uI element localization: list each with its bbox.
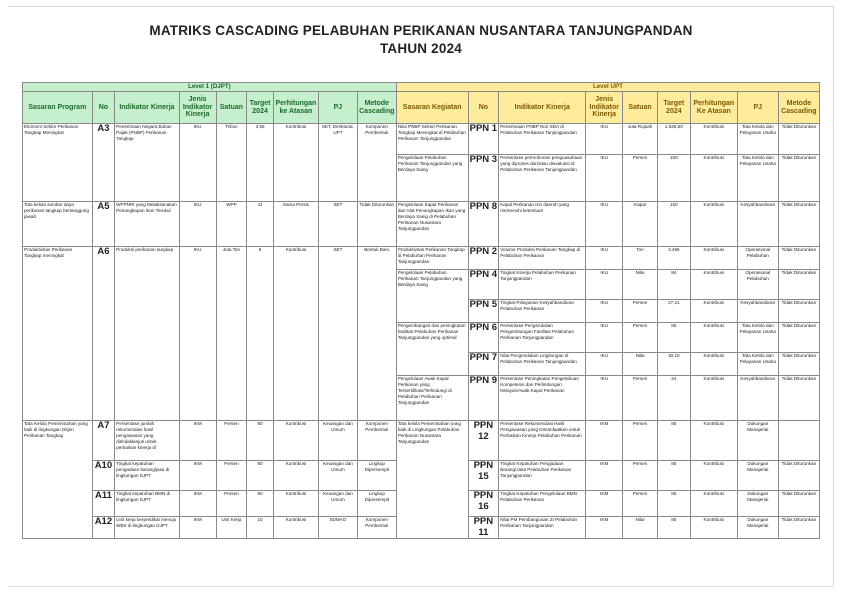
- sasaran-kegiatan: Produktivitas Perikanan Tangkap di Pelabuhan Perikanan Tanjungpandan: [396, 247, 468, 270]
- upt-indicator-no: PPN 1: [468, 124, 499, 155]
- upt-pic: Operasional Pelabuhan: [737, 270, 778, 300]
- program-method: Komponen Pembentuk: [357, 124, 396, 202]
- upt-unit: Nilai: [623, 353, 658, 376]
- upt-method: Tidak Diturunkan: [778, 300, 819, 323]
- program-pic: Keuangan dan Umum: [318, 461, 357, 491]
- upt-unit: Persen: [623, 491, 658, 517]
- upt-pic: Kesyahbandaran: [737, 202, 778, 247]
- upt-calculation: Kontribusi: [690, 517, 737, 539]
- upt-unit: Persen: [623, 323, 658, 353]
- program-indicator: Unit kerja berpredikat menuju WBK di lingkungan DJPT: [115, 517, 180, 539]
- upt-indicator: Nilai PM Pembangunan ZI Pelabuhan Perikanan Tanjungpandan: [499, 517, 586, 539]
- upt-target: 1.635,60: [657, 124, 690, 155]
- upt-target: 80: [657, 421, 690, 461]
- program-unit: WPP: [216, 202, 247, 247]
- upt-unit: Nilai: [623, 517, 658, 539]
- sasaran-program: Tata Kelola Pemerintahan yang baik di lingkungan Ditjen Perikanan Tangkap: [23, 421, 93, 539]
- upt-method: Tidak Diturunkan: [778, 491, 819, 517]
- upt-unit: Juta Rupiah: [623, 124, 658, 155]
- upt-indicator-no: PPN 11: [468, 517, 499, 539]
- upt-unit: Kapal: [623, 202, 658, 247]
- upt-indicator-no: PPN 2: [468, 247, 499, 270]
- upt-calculation: Kontribusi: [690, 353, 737, 376]
- column-header-level1: PJ: [318, 92, 357, 124]
- column-header-upt: Jenis Indikator Kinerja: [586, 92, 623, 124]
- upt-method: Tidak Diturunkan: [778, 376, 819, 421]
- program-indicator: Tingkat kepatuhan BMN di lingkungan DJPT: [115, 491, 180, 517]
- program-calculation: Kontribusi: [273, 124, 318, 202]
- sasaran-program: Produktivitas Perikanan Tangkap meningkat: [23, 247, 93, 421]
- program-indicator: WPPNRI yang Melaksanakan Penangkapan Ikan Terukur: [115, 202, 180, 247]
- table-row: [23, 202, 820, 247]
- upt-method: Tidak Diturunkan: [778, 353, 819, 376]
- column-header-upt: Metode Cascading: [778, 92, 819, 124]
- upt-indicator-no: PPN 6: [468, 323, 499, 353]
- upt-calculation: Kontribusi: [690, 202, 737, 247]
- program-indicator: Persentase jumlah rekomendasi hasil pengawasan yang ditindaklanjuti untuk perbaikan kinerja di: [115, 421, 180, 461]
- upt-indicator: Nilai Pengendalian Lingkungan di Pelabuhan Perikanan Tanjungpandan: [499, 353, 586, 376]
- upt-indicator: Penerimaan PNBP Non SDA di Pelabuhan Perikanan Tanjungpandan: [499, 124, 586, 155]
- upt-target: 84: [657, 270, 690, 300]
- upt-method: Tidak Diturunkan: [778, 202, 819, 247]
- level1-header: Level 1 (DJPT): [23, 83, 397, 92]
- upt-pic: Kesyahbandaran: [737, 376, 778, 421]
- upt-method: Tidak Diturunkan: [778, 124, 819, 155]
- upt-method: Tidak Diturunkan: [778, 247, 819, 270]
- upt-calculation: Kontribusi: [690, 491, 737, 517]
- upt-type: IKU: [586, 323, 623, 353]
- program-method: Tidak Diturunkan: [357, 202, 396, 247]
- sasaran-program: Ekonomi Sektor Perikanan Tangkap Meningkat: [23, 124, 93, 202]
- upt-indicator-no: PPN 9: [468, 376, 499, 421]
- program-pic: Keuangan dan Umum: [318, 491, 357, 517]
- upt-type: IKM: [586, 491, 623, 517]
- program-pic: SET: [318, 202, 357, 247]
- program-method: Lingkup Dipersempit: [357, 491, 396, 517]
- program-unit: Persen: [216, 491, 247, 517]
- column-header-upt: Perhitungan Ke Atasan: [690, 92, 737, 124]
- upt-type: IKU: [586, 300, 623, 323]
- upt-type: IKU: [586, 124, 623, 155]
- program-indicator-no: A7: [92, 421, 115, 461]
- column-header-level1: Perhitungan ke Atasan: [273, 92, 318, 124]
- program-target: 80: [247, 461, 274, 491]
- program-target: 11: [247, 202, 274, 247]
- upt-type: IKM: [586, 461, 623, 491]
- program-pic: Keuangan dan Umum: [318, 421, 357, 461]
- program-indicator: Produksi perikanan tangkap: [115, 247, 180, 421]
- upt-indicator-no: PPN 8: [468, 202, 499, 247]
- program-pic: SET, Direktorat, UPT: [318, 124, 357, 202]
- table-row: [23, 421, 820, 461]
- column-header-upt: Sasaran Kegiatan: [396, 92, 468, 124]
- program-target: 80: [247, 491, 274, 517]
- program-type: IKM: [179, 461, 216, 491]
- column-header-upt: Indikator Kinerja: [499, 92, 586, 124]
- upt-type: IKM: [586, 517, 623, 539]
- program-indicator-no: A5: [92, 202, 115, 247]
- sasaran-kegiatan: Pengelolaan Kapal Perikanan dan Alat Penangkapan Ikan yang Berdaya Saing di Pelabuhan Perikanan Nusantara Tanjungpandan: [396, 202, 468, 247]
- upt-calculation: Kontribusi: [690, 376, 737, 421]
- program-target: 15: [247, 517, 274, 539]
- program-method: Bentuk Baru: [357, 247, 396, 421]
- upt-indicator: Persentase Pengendalian Pengembangan Fasilitas Pelabuhan Perikanan Tanjungpandan: [499, 323, 586, 353]
- program-method: Komponen Pembentuk: [357, 421, 396, 461]
- upt-indicator: Persentase Peningkatan Pengetahuan Kompetensi dan Perlindungan Nelayan/Awak Kapal Perikanan: [499, 376, 586, 421]
- upt-target: 150: [657, 202, 690, 247]
- upt-calculation: Kontribusi: [690, 155, 737, 202]
- upt-indicator-no: PPN 4: [468, 270, 499, 300]
- level-upt-header: Level UPT: [396, 83, 819, 92]
- upt-unit: Persen: [623, 300, 658, 323]
- document-title: MATRIKS CASCADING PELABUHAN PERIKANAN NUSANTARA TANJUNGPANDAN: [149, 23, 693, 38]
- upt-indicator: Persentase permohonan penguasahaan yang diproses dan/atau dievaluasi di Pelabuhan Perikanan Tanjungpandan: [499, 155, 586, 202]
- program-method: Lingkup Dipersempit: [357, 461, 396, 491]
- program-type: IKM: [179, 517, 216, 539]
- upt-unit: Ton: [623, 247, 658, 270]
- page-edge-top: [8, 6, 834, 7]
- upt-target: 80: [657, 323, 690, 353]
- upt-pic: Tata Kelola dan Pelayanan Usaha: [737, 155, 778, 202]
- program-unit: Unit Kerja: [216, 517, 247, 539]
- upt-type: IKU: [586, 270, 623, 300]
- upt-calculation: Kontribusi: [690, 270, 737, 300]
- column-header-level1: No: [92, 92, 115, 124]
- program-calculation: Kontribusi: [273, 421, 318, 461]
- upt-indicator-no: PPN 5: [468, 300, 499, 323]
- upt-target: 24: [657, 376, 690, 421]
- upt-pic: Dukungan Manajerial: [737, 421, 778, 461]
- program-method: Komponen Pembentuk: [357, 517, 396, 539]
- program-calculation: Kontribusi: [273, 517, 318, 539]
- upt-target: 80: [657, 517, 690, 539]
- upt-indicator: Volume Produksi Perikanan Tangkap di Pelabuhan Perikanan: [499, 247, 586, 270]
- program-indicator-no: A6: [92, 247, 115, 421]
- upt-target: 3.496: [657, 247, 690, 270]
- upt-unit: Persen: [623, 421, 658, 461]
- program-calculation: Sama Persis: [273, 202, 318, 247]
- upt-unit: Nilai: [623, 270, 658, 300]
- program-indicator-no: A10: [92, 461, 115, 491]
- upt-calculation: Kontribusi: [690, 421, 737, 461]
- column-header-level1: Metode Cascading: [357, 92, 396, 124]
- column-header-level1: Indikator Kinerja: [115, 92, 180, 124]
- upt-unit: Persen: [623, 461, 658, 491]
- upt-type: IKU: [586, 353, 623, 376]
- column-header-level1: Satuan: [216, 92, 247, 124]
- upt-unit: Persen: [623, 376, 658, 421]
- program-pic: SET: [318, 247, 357, 421]
- upt-type: IKU: [586, 155, 623, 202]
- program-calculation: Kontribusi: [273, 491, 318, 517]
- upt-type: IKU: [586, 376, 623, 421]
- column-header-upt: No: [468, 92, 499, 124]
- program-type: IKU: [179, 124, 216, 202]
- upt-indicator-no: PPN 12: [468, 421, 499, 461]
- program-type: IKM: [179, 491, 216, 517]
- upt-method: Tidak Diturunkan: [778, 461, 819, 491]
- upt-calculation: Kontribusi: [690, 124, 737, 155]
- program-type: IKU: [179, 247, 216, 421]
- program-type: IKU: [179, 202, 216, 247]
- upt-indicator: Persentase Rekomendasi Hasil Pengawasan yang Dimanfaatkan untuk Perbaikan Kinerja Pelabuhan Perikanan: [499, 421, 586, 461]
- upt-target: 27,21: [657, 300, 690, 323]
- sasaran-kegiatan: Pengelolaan Pelabuhan Perikanan Tanjungpandan yang Berdaya Saing: [396, 155, 468, 202]
- upt-calculation: Kontribusi: [690, 461, 737, 491]
- upt-target: 80: [657, 491, 690, 517]
- upt-indicator-no: PPN 16: [468, 491, 499, 517]
- program-indicator: Tingkat kepatuhan pengadaan barang/jasa di lingkungan DJPT: [115, 461, 180, 491]
- upt-method: Tidak Diturunkan: [778, 517, 819, 539]
- program-pic: SDMAO: [318, 517, 357, 539]
- program-unit: Persen: [216, 461, 247, 491]
- upt-indicator: Tingkat Kepatuhan Pengelolaan BMN Pelabuhan Perikanan: [499, 491, 586, 517]
- document-subtitle: TAHUN 2024: [379, 41, 463, 56]
- upt-indicator: Tingkat Kepatuhan Pengadaan Barang/Jasa Pelabuhan Perikanan Tanjungpandan: [499, 461, 586, 491]
- upt-method: [778, 421, 819, 461]
- program-indicator-no: A11: [92, 491, 115, 517]
- upt-pic: Tata Kelola dan Pelayanan Usaha: [737, 124, 778, 155]
- column-header-upt: Satuan: [623, 92, 658, 124]
- upt-pic: Kesyahbandaran: [737, 300, 778, 323]
- table-row: [23, 124, 820, 155]
- upt-calculation: Kontribusi: [690, 247, 737, 270]
- sasaran-kegiatan: Tata kelola Pemerintahan yang baik di Lingkungan Pelabuhan Perikanan Nusantara Tanjungpandan: [396, 421, 468, 539]
- program-unit: Persen: [216, 421, 247, 461]
- column-header-level1: Target 2024: [247, 92, 274, 124]
- upt-target: 100: [657, 155, 690, 202]
- column-header-level1: Sasaran Program: [23, 92, 93, 124]
- program-target: 80: [247, 421, 274, 461]
- upt-type: IKU: [586, 202, 623, 247]
- upt-indicator-no: PPN 15: [468, 461, 499, 491]
- upt-method: Tidak Diturunkan: [778, 155, 819, 202]
- upt-calculation: Kontribusi: [690, 300, 737, 323]
- program-calculation: Kontribusi: [273, 247, 318, 421]
- column-header-upt: Target 2024: [657, 92, 690, 124]
- upt-pic: Tata Kelola dan Pelayanan Usaha: [737, 323, 778, 353]
- table-row: [23, 247, 820, 270]
- program-target: 6: [247, 247, 274, 421]
- upt-method: Tidak Diturunkan: [778, 270, 819, 300]
- sasaran-kegiatan: Pengembangan dan peningkatan fasilitas Pelabuhan Perikanan Tanjungpandan yang optimal: [396, 323, 468, 376]
- upt-type: IKM: [586, 421, 623, 461]
- upt-pic: Operasional Pelabuhan: [737, 247, 778, 270]
- upt-target: 30,10: [657, 353, 690, 376]
- upt-indicator-no: PPN 7: [468, 353, 499, 376]
- program-type: IKM: [179, 421, 216, 461]
- sasaran-kegiatan: Pengelolaan Awak Kapal Perikanan yang Tersertifikasi/Terlindungi di Pelabuhan Perikanan Tanjungpandan: [396, 376, 468, 421]
- program-calculation: Kontribusi: [273, 461, 318, 491]
- cascading-matrix-table: [22, 82, 820, 539]
- upt-method: Tidak Diturunkan: [778, 323, 819, 353]
- upt-pic: Dukungan Manajerial: [737, 461, 778, 491]
- upt-indicator-no: PPN 3: [468, 155, 499, 202]
- page-edge-right: [833, 6, 834, 587]
- upt-indicator: Tingkat Kinerja Pelabuhan Perikanan Tanjungpandan: [499, 270, 586, 300]
- upt-unit: Persen: [623, 155, 658, 202]
- column-header-level1: Jenis Indikator Kinerja: [179, 92, 216, 124]
- upt-indicator: Kapal Perikanan izin daerah yang memenuhi ketentuan: [499, 202, 586, 247]
- upt-pic: Tata Kelola dan Pelayanan Usaha: [737, 353, 778, 376]
- upt-pic: Dukungan Manajerial: [737, 517, 778, 539]
- upt-target: 80: [657, 461, 690, 491]
- program-indicator-no: A3: [92, 124, 115, 202]
- program-indicator: Penerimaan Negara Bukan Pajak (PNBP) Perikanan Tangkap: [115, 124, 180, 202]
- sasaran-program: Tata kelola sumber daya perikanan tangkap bertanggung jawab: [23, 202, 93, 247]
- upt-pic: Dukungan Manajerial: [737, 491, 778, 517]
- sasaran-kegiatan: Nilai PNBP Sektor Perikanan Tangkap Meningkat di Pelabuhan Perikanan Tanjungpandan: [396, 124, 468, 155]
- program-unit: Triliun: [216, 124, 247, 202]
- sasaran-kegiatan: Pengelolaan Pelabuhan Perikanan Tanjungpandan yang Berdaya Saing: [396, 270, 468, 323]
- upt-indicator: Tingkat Pelayanan Kesyahbandaran Pelabuhan Perikanan: [499, 300, 586, 323]
- upt-type: IKU: [586, 247, 623, 270]
- upt-calculation: Kontribusi: [690, 323, 737, 353]
- program-unit: Juta Ton: [216, 247, 247, 421]
- program-indicator-no: A12: [92, 517, 115, 539]
- column-header-upt: PJ: [737, 92, 778, 124]
- page-edge-bottom: [8, 586, 834, 587]
- program-target: 3,56: [247, 124, 274, 202]
